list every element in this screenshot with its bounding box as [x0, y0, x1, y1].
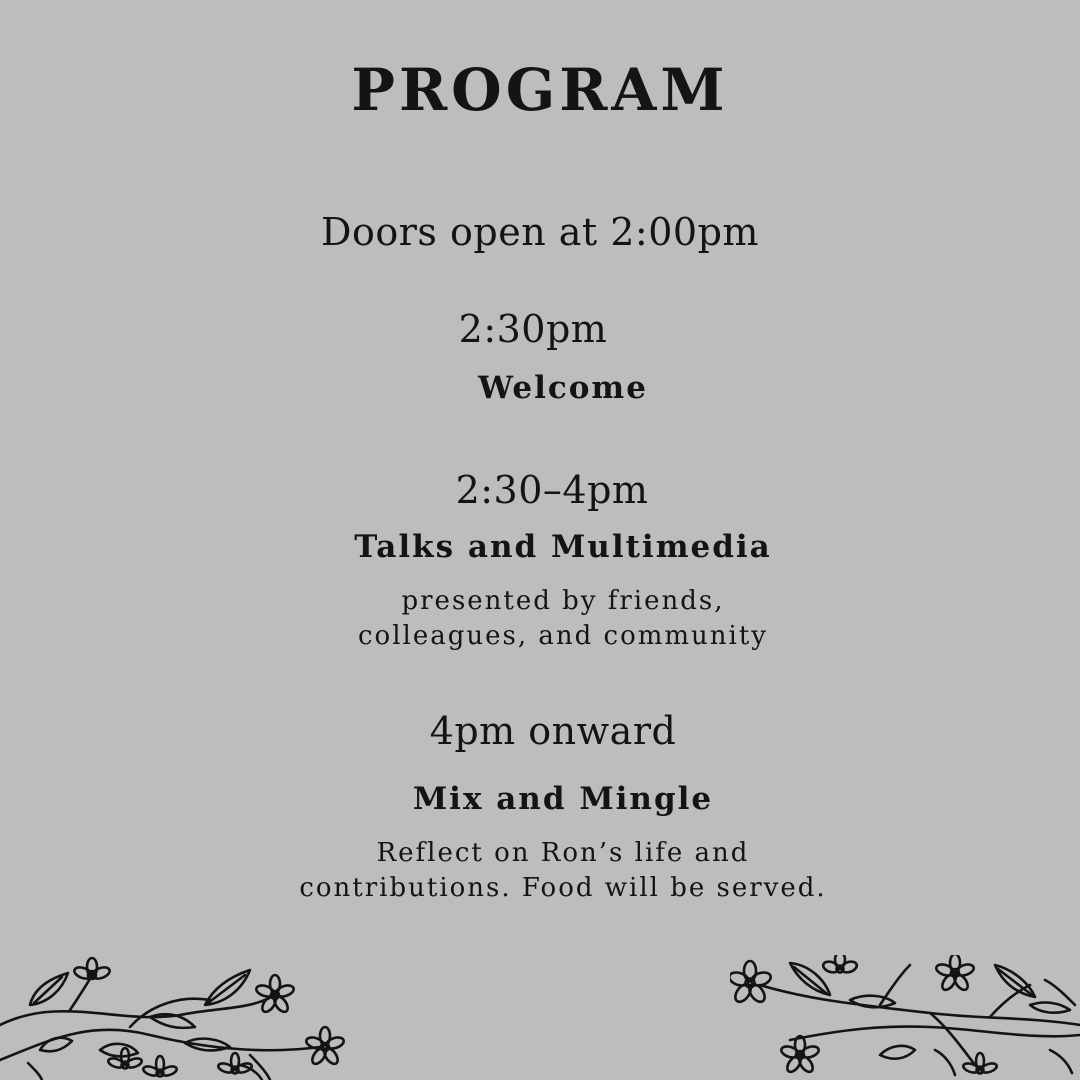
event-description-talks: presented by friends, colleagues, and community [357, 586, 768, 651]
floral-vine-right-icon [730, 955, 1080, 1080]
event-heading-welcome: Welcome [478, 370, 648, 406]
doors-open-time: Doors open at 2:00pm [321, 210, 759, 254]
event-time-talks: 2:30–4pm [455, 468, 649, 512]
event-heading-mingle: Mix and Mingle [412, 781, 714, 817]
floral-vine-left-icon [0, 955, 350, 1080]
event-time-mingle: 4pm onward [429, 709, 677, 753]
page-title: PROGRAM [351, 56, 729, 124]
event-description-mingle: Reflect on Ron’s life and contributions. Food will be served. [299, 838, 827, 903]
event-heading-talks: Talks and Multimedia [354, 529, 772, 565]
event-time-welcome: 2:30pm [458, 307, 608, 351]
